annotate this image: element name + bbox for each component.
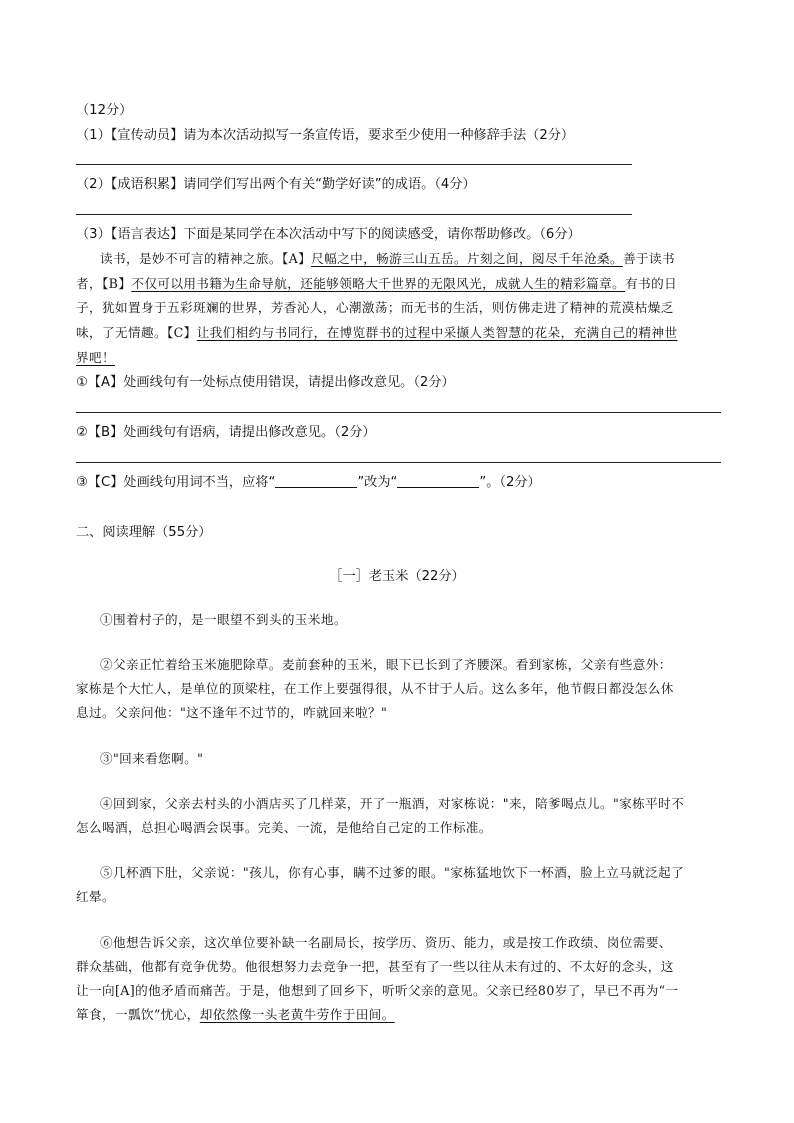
paragraph-6-line-2: 群众基础，他都有竞争优势。他很想努力去竞争一把，甚至有了一些以往从未有过的、不太好的念头，这 xyxy=(76,959,674,974)
passage-text: 读书，是妙不可言的精神之旅。【A】 xyxy=(100,251,312,266)
score-note: （12分） xyxy=(76,103,133,118)
paragraph-text: 箪食，一瓢饮”忧心， xyxy=(76,1007,200,1022)
underlined-sentence: 却依然像一头老黄牛劳作于田间。 xyxy=(199,1007,395,1022)
section-title: 二、阅读理解（55分） xyxy=(76,525,212,540)
sub-question-3-text: ”。（2分） xyxy=(479,475,541,490)
sub-question-3 xyxy=(76,473,541,493)
answer-line-4[interactable] xyxy=(76,462,721,463)
underlined-sentence-c-end: 界吧！ xyxy=(76,350,115,365)
passage-text: 味，了无情趣。【C】 xyxy=(76,325,197,340)
paragraph-1: ①围着村子的，是一眼望不到头的玉米地。 xyxy=(100,612,347,627)
passage-line-4 xyxy=(76,323,677,343)
passage-text: 善于读书 xyxy=(622,251,675,266)
answer-line-1[interactable] xyxy=(76,164,632,165)
paragraph-5-line-2: 红晕。 xyxy=(76,889,115,904)
underlined-sentence-c: 让我们相约与书同行，在博览群书的过程中采撷人类智慧的花朵，充满自己的精神世 xyxy=(196,325,678,340)
sub-question-2: ②【B】处画线句有语病，请提出修改意见。（2分） xyxy=(76,425,376,440)
paragraph-2-line-1: ②父亲正忙着给玉米施肥除草。麦前套种的玉米，眼下已长到了齐腰深。看到家栋，父亲有些意外： xyxy=(100,657,672,672)
question-3: （3）【语言表达】下面是某同学在本次活动中写下的阅读感受，请你帮助修改。（6分） xyxy=(76,227,581,242)
answer-line-3[interactable] xyxy=(76,412,721,413)
paragraph-6-line-4 xyxy=(76,1005,395,1025)
paragraph-4-line-2: 怎么喝酒，总担心喝酒会误事。完美、一流，是他给自己定的工作标准。 xyxy=(76,820,492,835)
passage-line-3: 子，犹如置身于五彩斑斓的世界，芳香沁人，心潮激荡；而无书的生活，则仿佛走进了精神的荒漠枯燥乏 xyxy=(76,300,674,315)
sub-question-3-text: ③【C】处画线句用词不当，应将“ xyxy=(76,475,276,490)
fill-blank-1[interactable] xyxy=(275,473,357,488)
sub-question-1: ①【A】处画线句有一处标点使用错误，请提出修改意见。（2分） xyxy=(76,375,455,390)
article-title: ［一］老玉米（22分） xyxy=(329,569,465,584)
paragraph-3: ③"回来看您啊。" xyxy=(100,751,204,766)
paragraph-6-line-3: 让一向[A]的他矛盾而痛苦。于是，他想到了回乡下，听听父亲的意见。父亲已经80岁了，早已不再为“一 xyxy=(76,983,679,998)
passage-text: 有书的日 xyxy=(625,276,678,291)
paragraph-6-line-1: ⑥他想告诉父亲，这次单位要补缺一名副局长，按学历、资历、能力，或是按工作政绩、岗位需要、 xyxy=(100,935,672,950)
underlined-sentence-a: 尺幅之中，畅游三山五岳。片刻之间，阅尽千年沧桑。 xyxy=(311,251,623,266)
answer-line-2[interactable] xyxy=(76,214,632,215)
passage-line-5 xyxy=(76,348,115,368)
sub-question-3-text: ”改为“ xyxy=(357,475,398,490)
passage-text: 者，【B】 xyxy=(76,276,132,291)
paragraph-5-line-1: ⑤几杯酒下肚，父亲说："孩儿，你有心事，瞒不过爹的眼。"家栋猛地饮下一杯酒，脸上立马就泛起了 xyxy=(100,865,685,880)
question-1: （1）【宣传动员】请为本次活动拟写一条宣传语，要求至少使用一种修辞手法（2分） xyxy=(76,128,575,143)
passage-line-2 xyxy=(76,274,677,294)
paragraph-4-line-1: ④回到家，父亲去村头的小酒店买了几样菜，开了一瓶酒，对家栋说："来，陪爹喝点儿。"家栋平时不 xyxy=(100,796,685,811)
underlined-sentence-b: 不仅可以用书籍为生命导航，还能够领略大千世界的无限风光，成就人生的精彩篇章。 xyxy=(131,276,626,291)
passage-line-1 xyxy=(100,249,675,269)
paragraph-2-line-2: 家栋是个大忙人，是单位的顶梁柱，在工作上要强得很，从不甘于人后。这么多年，他节假日都没怎么休 xyxy=(76,681,674,696)
fill-blank-2[interactable] xyxy=(397,473,479,488)
paragraph-2-line-3: 息过。父亲问他："这不逢年不过节的，咋就回来啦？" xyxy=(76,705,388,720)
question-2: （2）【成语积累】请同学们写出两个有关“勤学好读”的成语。（4分） xyxy=(76,177,476,192)
